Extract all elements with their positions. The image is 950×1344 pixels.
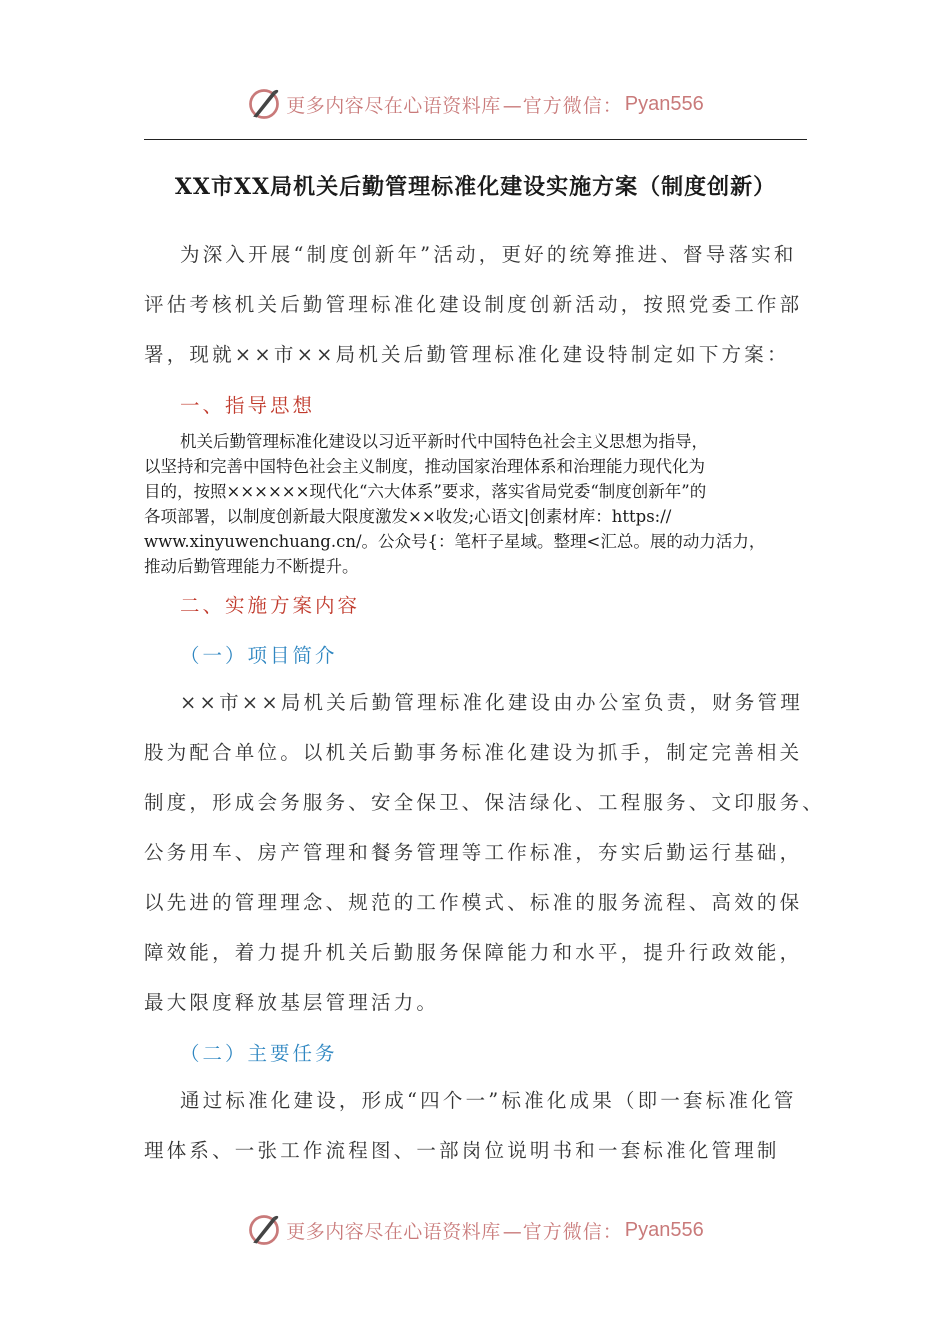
overview-line: 公务用车、房产管理和餐务管理等工作标准，夯实后勤运行基础，	[144, 841, 803, 864]
guiding-line: 以坚持和完善中国特色社会主义制度，推动国家治理体系和治理能力现代化为	[144, 457, 705, 476]
footer-banner	[0, 1210, 950, 1250]
guiding-line: 目的，按照××××××现代化“六大体系”要求，落实省局党委“制度创新年”的	[144, 482, 707, 501]
banner-wechat-label: —官方微信：	[502, 94, 623, 117]
section-heading-plan: 二、实施方案内容	[180, 594, 361, 617]
overview-paragraph	[144, 678, 826, 1028]
overview-line: 股为配合单位。以机关后勤事务标准化建设为抓手，制定完善相关	[144, 741, 803, 764]
intro-line: 为深入开展“制度创新年”活动，更好的统筹推进、督导落实和	[180, 243, 797, 266]
guiding-paragraph	[144, 429, 807, 579]
banner-wechat-label: —官方微信：	[502, 1220, 623, 1243]
banner-handle: Pyan556	[624, 92, 704, 115]
document-title: XX市XX局机关后勤管理标准化建设实施方案（制度创新）	[174, 174, 777, 200]
banner-text: 更多内容尽在心语资料库	[286, 94, 501, 117]
guiding-line: 推动后勤管理能力不断提升。	[144, 557, 359, 576]
header-banner	[0, 84, 950, 124]
quill-pen-logo-icon	[246, 86, 282, 122]
guiding-line: 各项部署，以制度创新最大限度激发××收发;心语文|创素材库：https://	[144, 507, 672, 526]
quill-pen-logo-icon	[246, 1212, 282, 1248]
guiding-line: www.xinyuwenchuang.cn/。公众号{：笔杆子星域。整理<汇总。展的动力活力，	[144, 532, 766, 551]
subsection-heading-tasks: （二）主要任务	[180, 1042, 338, 1065]
overview-line: 制度，形成会务服务、安全保卫、保洁绿化、工程服务、文印服务、	[144, 791, 826, 814]
overview-line: 以先进的管理理念、规范的工作模式、标准的服务流程、高效的保	[144, 891, 803, 914]
banner-text: 更多内容尽在心语资料库	[286, 1220, 501, 1243]
overview-line: 障效能，着力提升机关后勤服务保障能力和水平，提升行政效能，	[144, 941, 803, 964]
intro-line: 评估考核机关后勤管理标准化建设制度创新活动，按照党委工作部	[144, 293, 803, 316]
tasks-line: 理体系、一张工作流程图、一部岗位说明书和一套标准化管理制	[144, 1139, 780, 1162]
header-rule	[144, 139, 807, 140]
overview-line: 最大限度释放基层管理活力。	[144, 991, 440, 1014]
tasks-line: 通过标准化建设，形成“四个一”标准化成果（即一套标准化管	[180, 1089, 797, 1112]
banner-handle: Pyan556	[624, 1218, 704, 1241]
intro-paragraph	[144, 230, 807, 380]
subsection-heading-overview: （一）项目简介	[180, 644, 338, 667]
section-heading-guiding: 一、指导思想	[180, 394, 316, 417]
tasks-paragraph	[144, 1076, 807, 1176]
guiding-line: 机关后勤管理标准化建设以习近平新时代中国特色社会主义思想为指导，	[180, 432, 708, 451]
overview-line: ××市××局机关后勤管理标准化建设由办公室负责，财务管理	[180, 691, 803, 714]
intro-line: 署，现就××市××局机关后勤管理标准化建设特制定如下方案：	[144, 343, 790, 366]
